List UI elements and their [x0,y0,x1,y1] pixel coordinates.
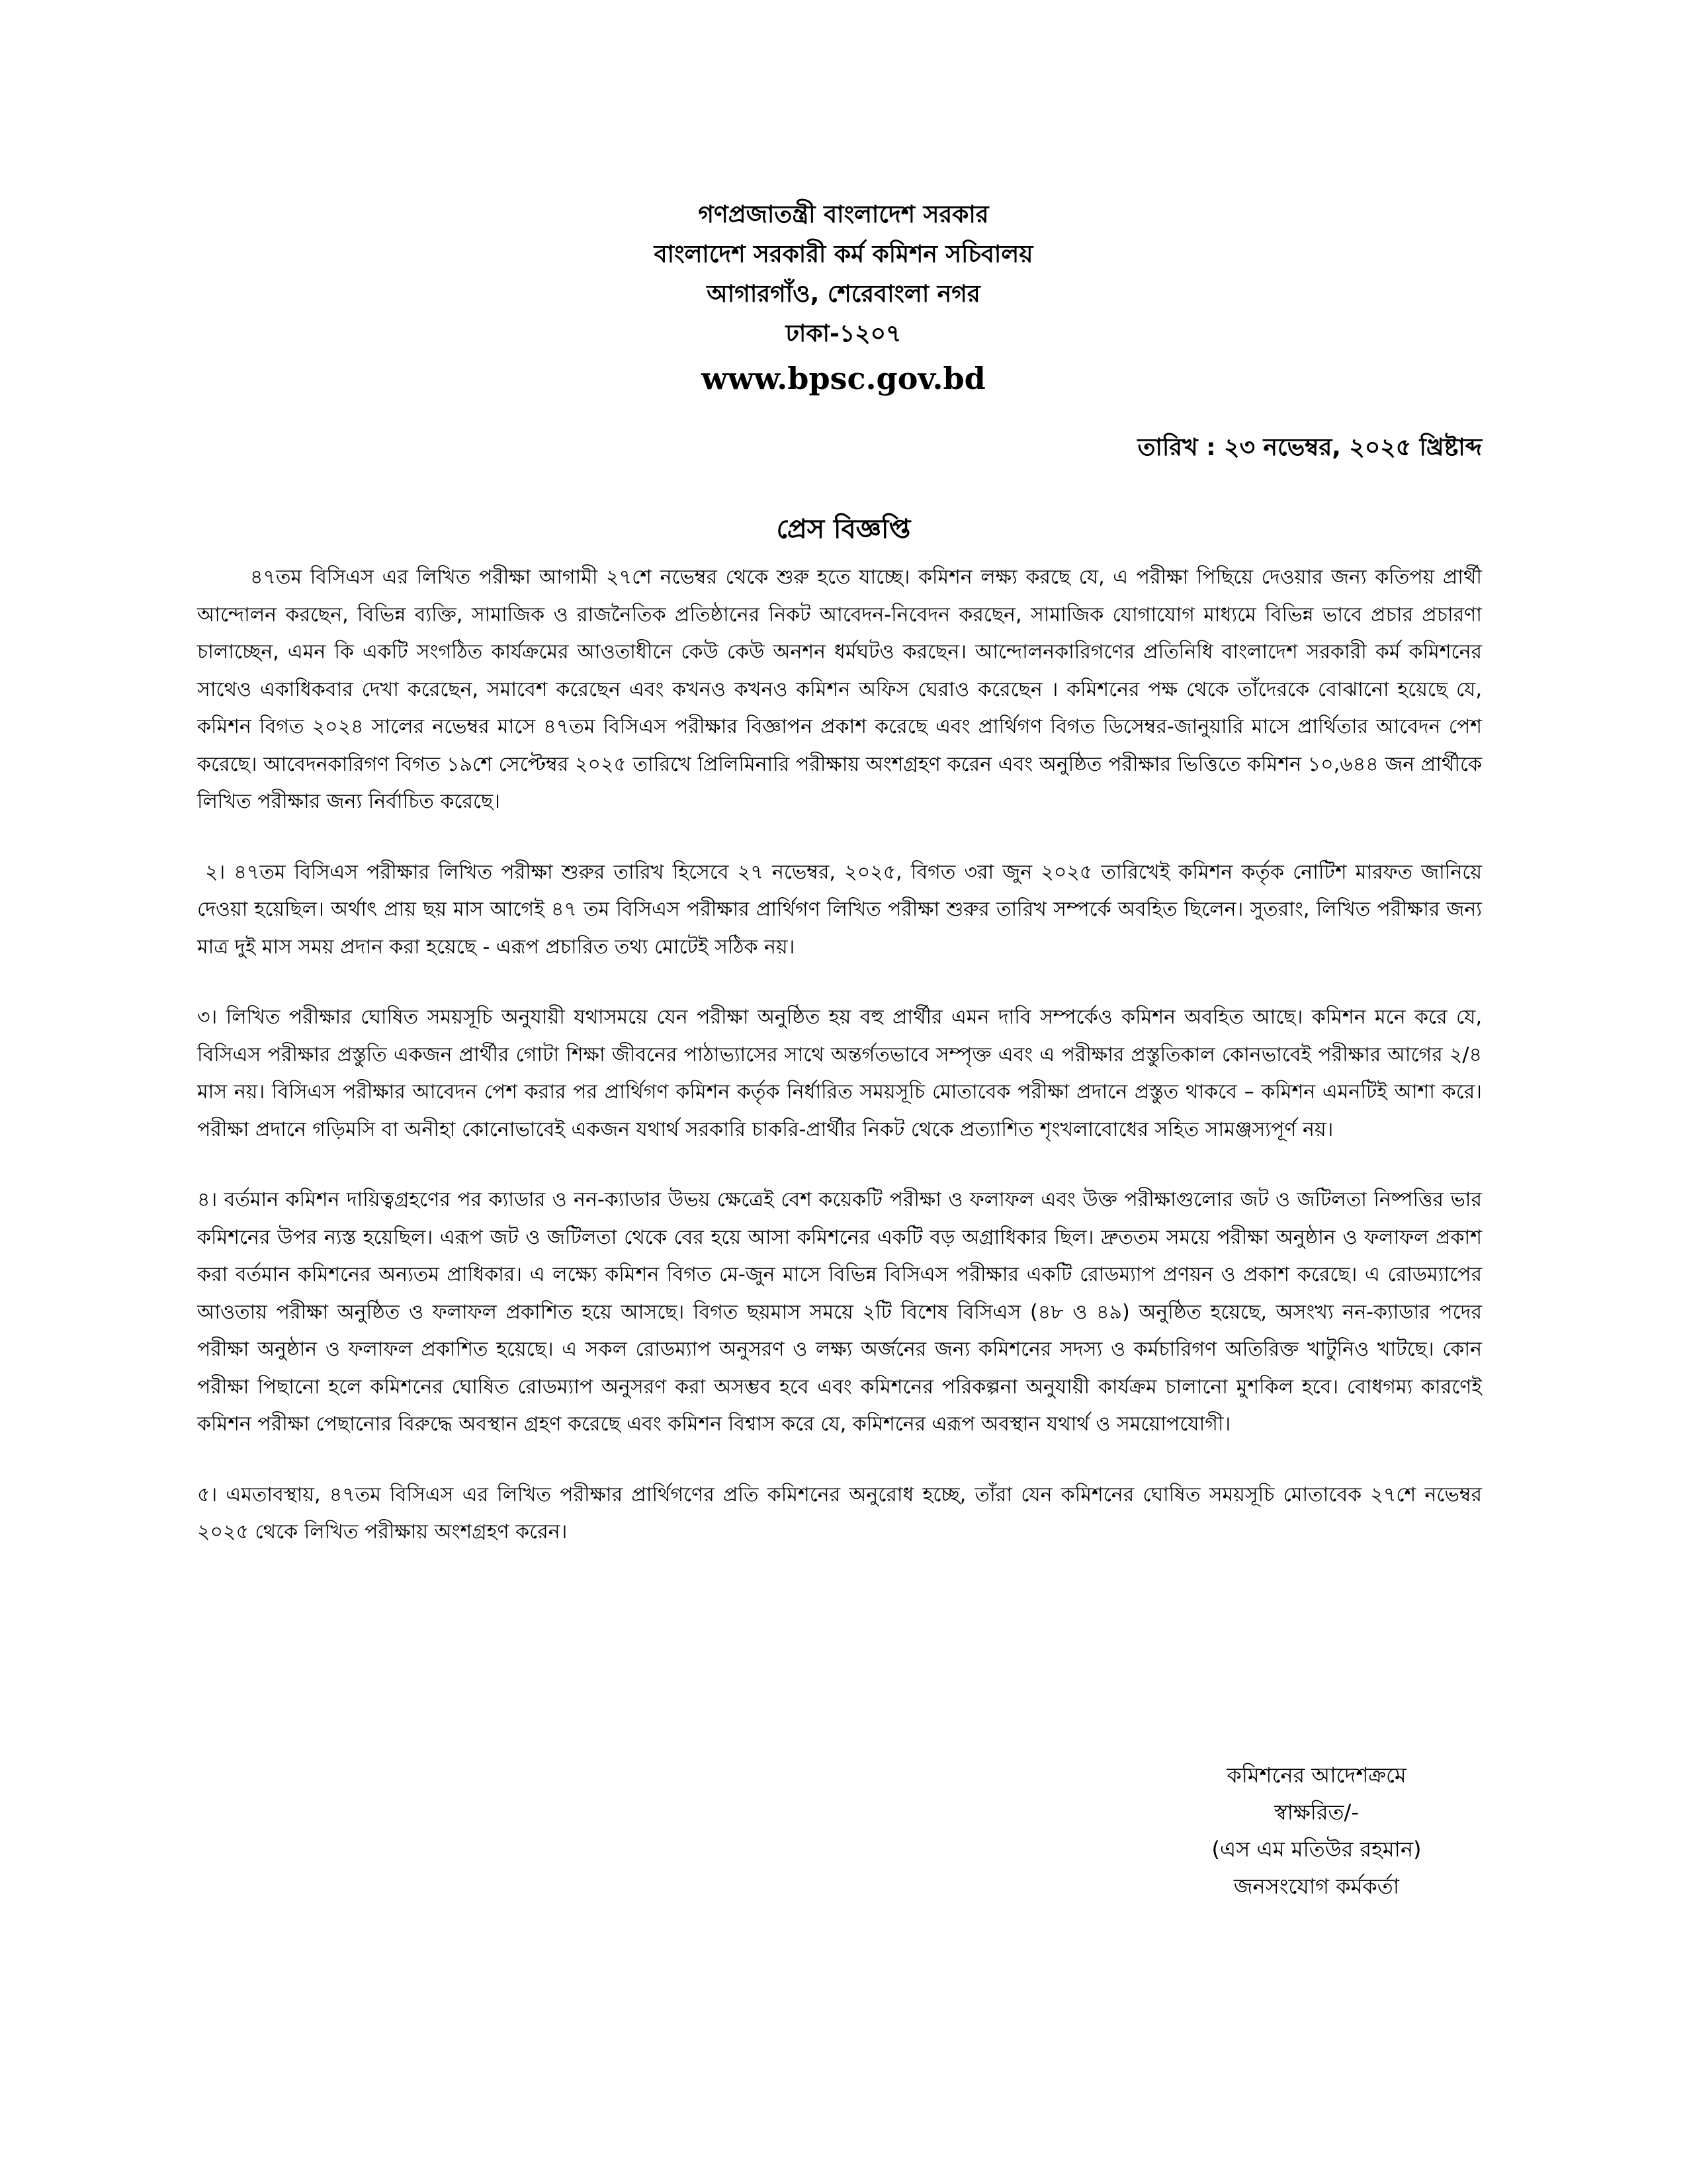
paragraph-5: ৫। এমতাবস্থায়, ৪৭তম বিসিএস এর লিখিত পরীক্ষার প্রার্থিগণের প্রতি কমিশনের অনুরোধ হচ্ছে, তাঁরা যেন কমিশনের ঘোষিত সময়সূচি মোতাবেক ২৭শে নভেম্বর ২০২৫ থেকে লিখিত পরীক্ষায় অংশগ্রহণ করেন। [197,1483,1482,1544]
signatory-designation: জনসংযোগ কর্মকর্তা [1233,1874,1400,1899]
letterhead [0,195,1687,402]
govt-name: গণপ্রজাতন্ত্রী বাংলাদেশ সরকার [698,201,989,228]
office-name: বাংলাদেশ সরকারী কর্ম কমিশন সচিবালয় [654,241,1033,268]
paragraph-1: ৪৭তম বিসিএস এর লিখিত পরীক্ষা আগামী ২৭শে নভেম্বর থেকে শুরু হতে যাচ্ছে। কমিশন লক্ষ্য করছে যে, এ পরীক্ষা পিছিয়ে দেওয়ার জন্য কতিপয় প্রার্থী আন্দোলন করছেন, বিভিন্ন ব্যক্তি, সামাজিক ও রাজনৈতিক প্রতিষ্ঠানের নিকট আবেদন-নিবেদন করছেন, সামাজিক যোগাযোগ মাধ্যমে বিভিন্ন ভাবে প্রচার প্রচারণা চালাচ্ছেন, এমন কি একটি সংগঠিত কার্যক্রমের আওতাধীনে কেউ কেউ অনশন ধর্মঘটও করছেন। আন্দোলনকারিগণের প্রতিনিধি বাংলাদেশ সরকারী কর্ম কমিশনের সাথেও একাধিকবার দেখা করেছেন, সমাবেশ করেছেন এবং কখনও কখনও কমিশন অফিস ঘেরাও করেছেন । কমিশনের পক্ষ থেকে তাঁদেরকে বোঝানো হয়েছে যে, কমিশন বিগত ২০২৪ সালের নভেম্বর মাসে ৪৭তম বিসিএস পরীক্ষার বিজ্ঞাপন প্রকাশ করেছে এবং প্রার্থিগণ বিগত ডিসেম্বর-জানুয়ারি মাসে প্রার্থিতার আবেদন পেশ করেছে। আবেদনকারিগণ বিগত ১৯শে সেপ্টেম্বর ২০২৫ তারিখে প্রিলিমিনারি পরীক্ষায় অংশগ্রহণ করেন এবং অনুষ্ঠিত পরীক্ষার ভিত্তিতে কমিশন ১০,৬৪৪ জন প্রার্থীকে লিখিত পরীক্ষার জন্য নির্বাচিত করেছে। [197,566,1482,813]
signature-block [1145,1757,1489,1905]
paragraph-3: ৩। লিখিত পরীক্ষার ঘোষিত সময়সূচি অনুযায়ী যথাসময়ে যেন পরীক্ষা অনুষ্ঠিত হয় বহু প্রার্থীর এমন দাবি সম্পর্কেও কমিশন অবহিত আছে। কমিশন মনে করে যে, বিসিএস পরীক্ষার প্রস্তুতি একজন প্রার্থীর গোটা শিক্ষা জীবনের পাঠাভ্যাসের সাথে অন্তর্গতভাবে সম্পৃক্ত এবং এ পরীক্ষার প্রস্তুতিকাল কোনভাবেই পরীক্ষার আগের ২/৪ মাস নয়। বিসিএস পরীক্ষার আবেদন পেশ করার পর প্রার্থিগণ কমিশন কর্তৃক নির্ধারিত সময়সূচি মোতাবেক পরীক্ষা প্রদানে প্রস্তুত থাকবে – কমিশন এমনটিই আশা করে। পরীক্ষা প্রদানে গড়িমসি বা অনীহা কোনোভাবেই একজন যথার্থ সরকারি চাকরি-প্রার্থীর নিকট থেকে প্রত্যাশিত শৃংখলাবোধের সহিত সামঞ্জস্যপূর্ণ নয়। [197,1006,1483,1141]
office-address: আগারগাঁও, শেরেবাংলা নগর [707,281,980,308]
issue-date: তারিখ : ২৩ নভেম্বর, ২০২৫ খ্রিষ্টাব্দ [1137,434,1482,461]
website-link[interactable]: www.bpsc.gov.bd [701,361,986,396]
office-city: ঢাকা-১২০৭ [785,320,902,347]
press-release-body [197,559,1482,1585]
signatory-name: (এস এম মতিউর রহমান) [1211,1837,1422,1862]
paragraph-2: ২। ৪৭তম বিসিএস পরীক্ষার লিখিত পরীক্ষা শুরুর তারিখ হিসেবে ২৭ নভেম্বর, ২০২৫, বিগত ৩রা জুন ২০২৫ তারিখেই কমিশন কর্তৃক নোটিশ মারফত জানিয়ে দেওয়া হয়েছিল। অর্থাৎ প্রায় ছয় মাস আগেই ৪৭ তম বিসিএস পরীক্ষার প্রার্থিগণ লিখিত পরীক্ষা শুরুর তারিখ সম্পর্কে অবহিত ছিলেন। সুতরাং, লিখিত পরীক্ষার জন্য মাত্র দুই মাস সময় প্রদান করা হয়েছে - এরূপ প্রচারিত তথ্য মোটেই সঠিক নয়। [197,860,1482,959]
signature-order-line: কমিশনের আদেশক্রমে [1227,1763,1406,1788]
signature-signed-line: স্বাক্ষরিত/- [1274,1800,1359,1825]
page-title: প্রেস বিজ্ঞপ্তি [776,514,911,545]
paragraph-4: ৪। বর্তমান কমিশন দায়িত্বগ্রহণের পর ক্যাডার ও নন-ক্যাডার উভয় ক্ষেত্রেই বেশ কয়েকটি পরীক্ষা ও ফলাফল এবং উক্ত পরীক্ষাগুলোর জট ও জটিলতা নিষ্পত্তির ভার কমিশনের উপর ন্যস্ত হয়েছিল। এরূপ জট ও জটিলতা থেকে বের হয়ে আসা কমিশনের একটি বড় অগ্রাধিকার ছিল। দ্রুততম সময়ে পরীক্ষা অনুষ্ঠান ও ফলাফল প্রকাশ করা বর্তমান কমিশনের অন্যতম প্রাধিকার। এ লক্ষ্যে কমিশন বিগত মে-জুন মাসে বিভিন্ন বিসিএস পরীক্ষার একটি রোডম্যাপ প্রণয়ন ও প্রকাশ করেছে। এ রোডম্যাপের আওতায় পরীক্ষা অনুষ্ঠিত ও ফলাফল প্রকাশিত হয়ে আসছে। বিগত ছয়মাস সময়ে ২টি বিশেষ বিসিএস (৪৮ ও ৪৯) অনুষ্ঠিত হয়েছে, অসংখ্য নন-ক্যাডার পদের পরীক্ষা অনুষ্ঠান ও ফলাফল প্রকাশিত হয়েছে। এ সকল রোডম্যাপ অনুসরণ ও লক্ষ্য অর্জনের জন্য কমিশনের সদস্য ও কর্মচারিগণ অতিরিক্ত খাটুনিও খাটছে। কোন পরীক্ষা পিছানো হলে কমিশনের ঘোষিত রোডম্যাপ অনুসরণ করা অসম্ভব হবে এবং কমিশনের পরিকল্পনা অনুযায়ী কার্যক্রম চালানো মুশকিল হবে। বোধগম্য কারণেই কমিশন পরীক্ষা পেছানোর বিরুদ্ধে অবস্থান গ্রহণ করেছে এবং কমিশন বিশ্বাস করে যে, কমিশনের এরূপ অবস্থান যথার্থ ও সময়োপযোগী। [197,1188,1482,1436]
